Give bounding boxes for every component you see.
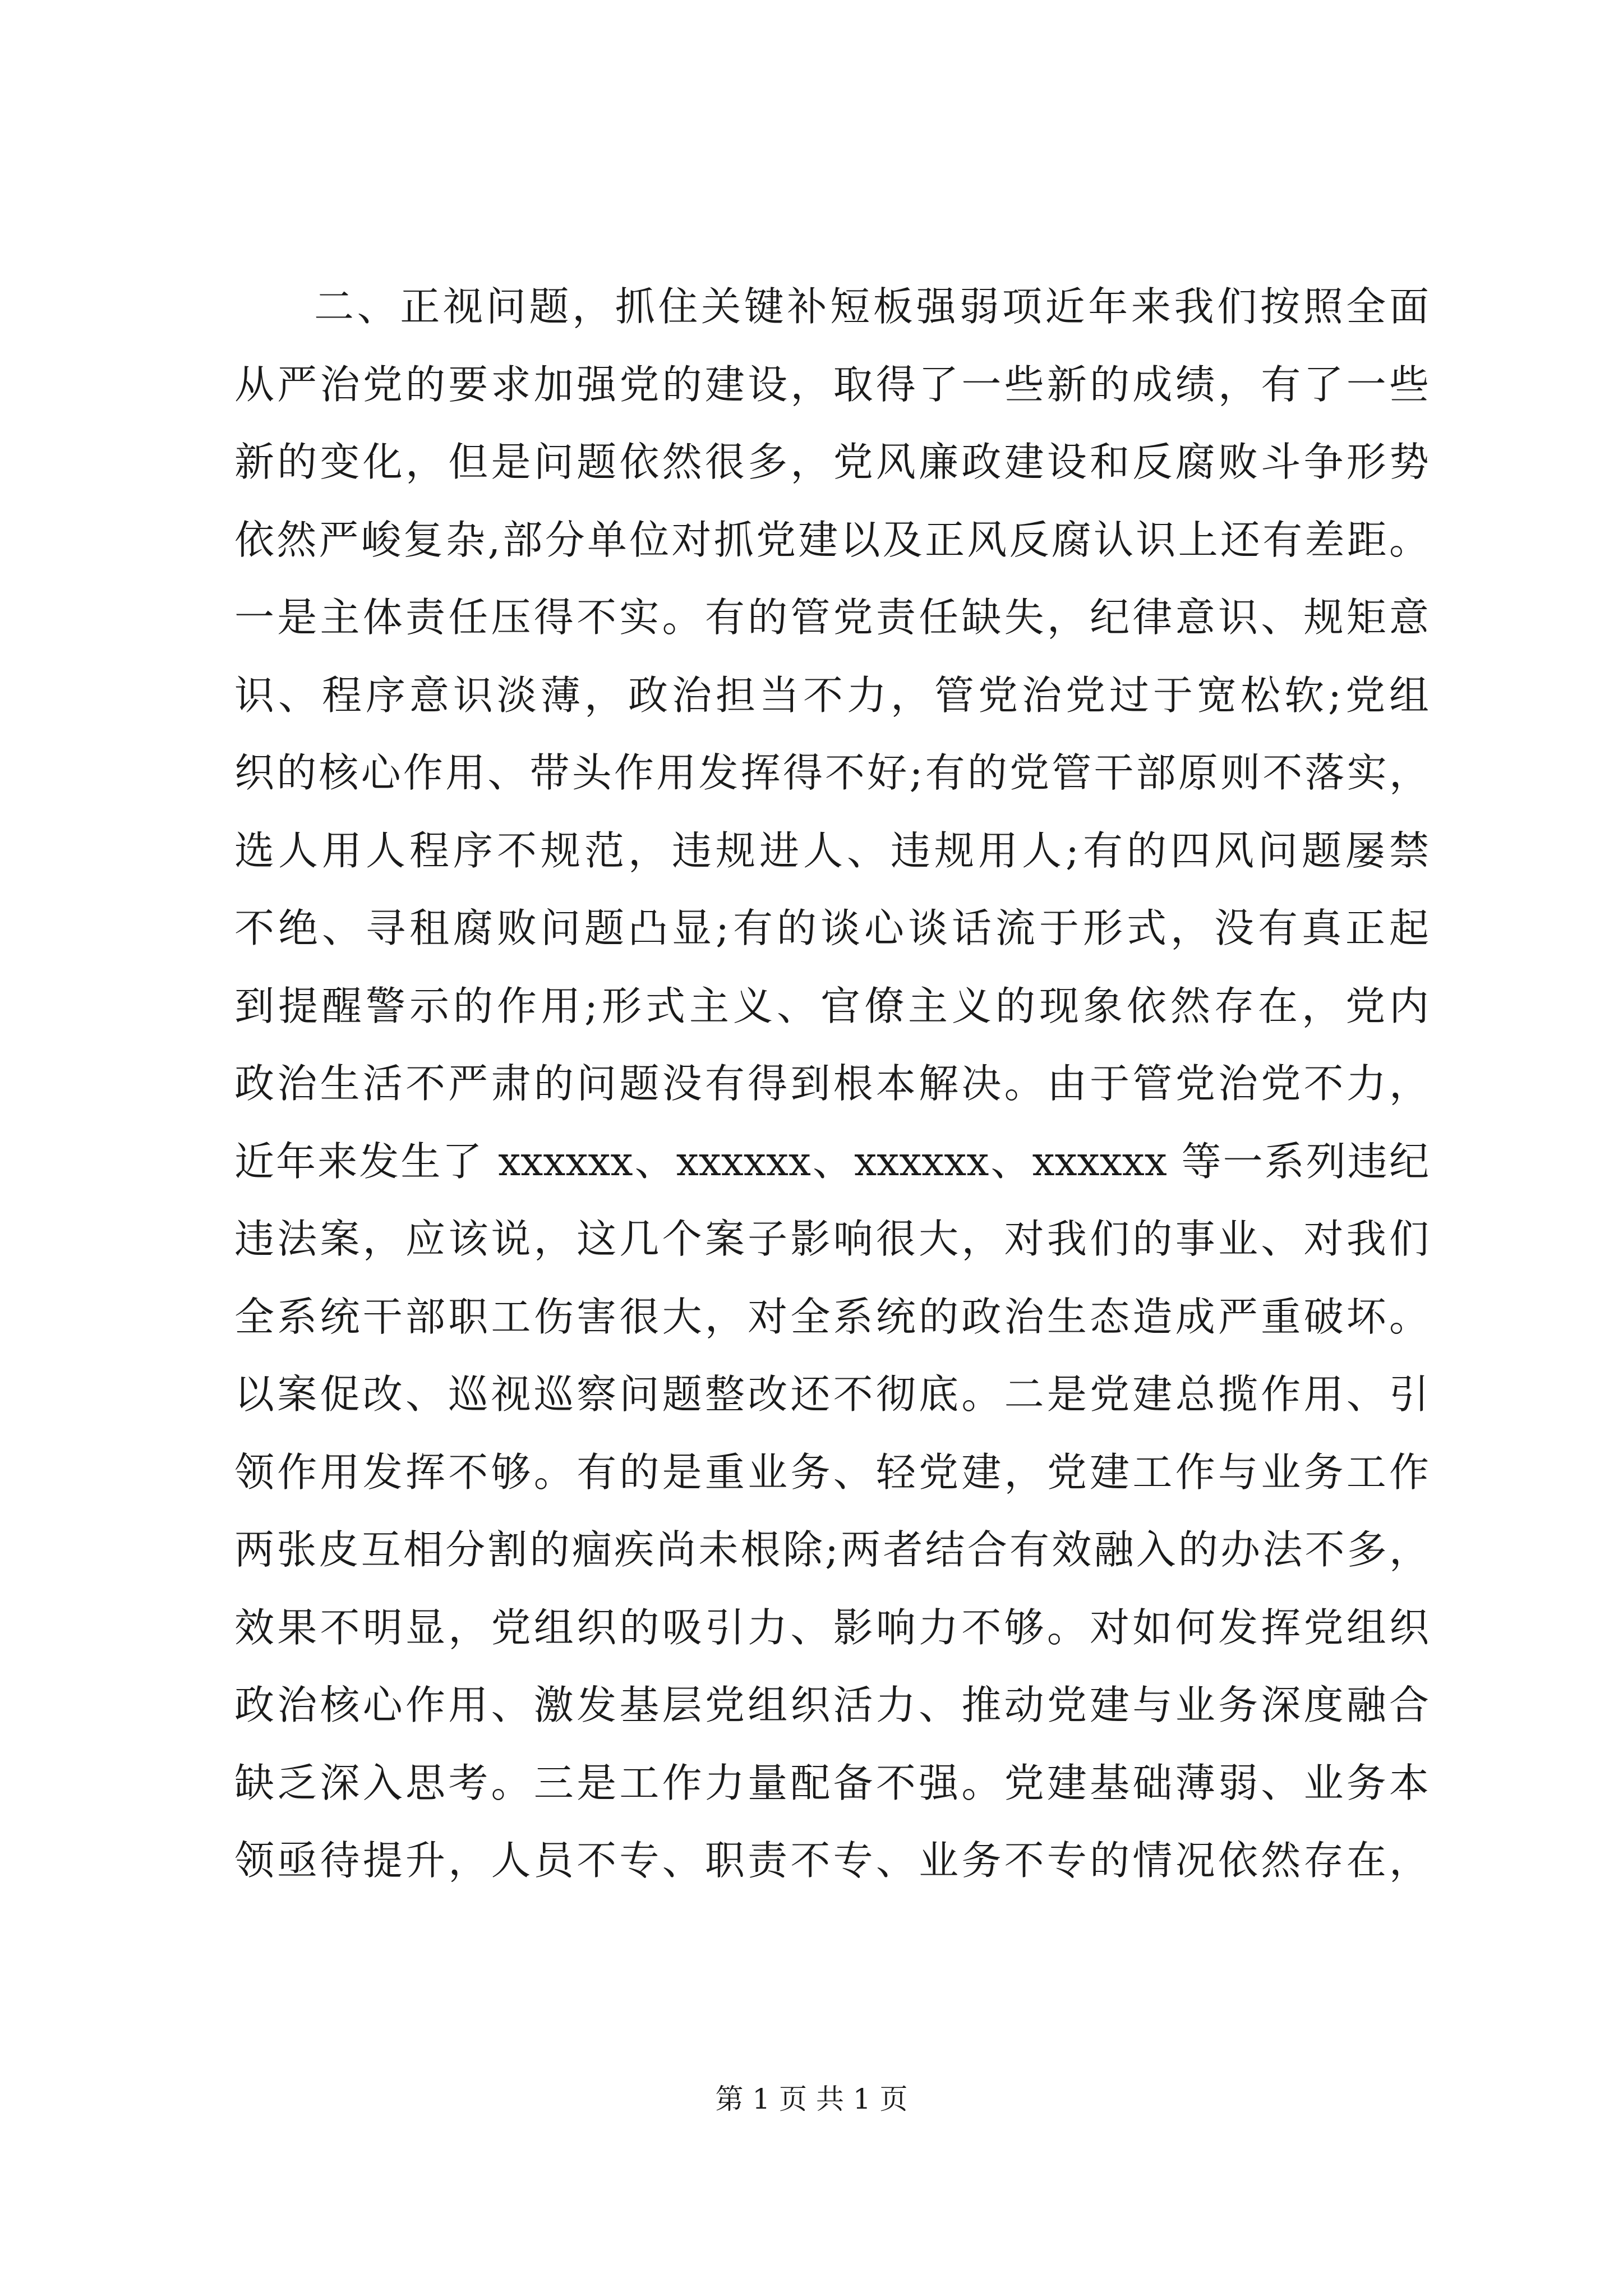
text-line: 政治核心作用、激发基层党组织活力、推动党建与业务深度融合 (234, 1682, 1429, 1728)
text-line: 不绝、寻租腐败问题凸显;有的谈心谈话流于形式，没有真正起 (234, 905, 1429, 951)
text-line: 到提醒警示的作用;形式主义、官僚主义的现象依然存在，党内 (234, 982, 1429, 1029)
text-line: 近年来发生了 xxxxxx、xxxxxx、xxxxxx、xxxxxx 等一系列违纪 (234, 1138, 1429, 1185)
text-line: 从严治党的要求加强党的建设，取得了一些新的成绩，有了一些 (234, 361, 1429, 408)
text-line: 一是主体责任压得不实。有的管党责任缺失，纪律意识、规矩意 (234, 594, 1429, 641)
text-line: 识、程序意识淡薄，政治担当不力，管党治党过于宽松软;党组 (234, 671, 1429, 719)
text-line: 效果不明显，党组织的吸引力、影响力不够。对如何发挥党组织 (234, 1604, 1429, 1651)
text-line: 二、正视问题，抓住关键补短板强弱项近年来我们按照全面 (314, 283, 1429, 330)
text-line: 领作用发挥不够。有的是重业务、轻党建，党建工作与业务工作 (234, 1448, 1429, 1496)
text-line: 依然严峻复杂,部分单位对抓党建以及正风反腐认识上还有差距。 (234, 516, 1429, 563)
text-line: 政治生活不严肃的问题没有得到根本解决。由于管党治党不力， (234, 1060, 1429, 1107)
text-line: 织的核心作用、带头作用发挥得不好;有的党管干部原则不落实， (234, 749, 1429, 796)
text-line: 选人用人程序不规范，违规进人、违规用人;有的四风问题屡禁 (234, 827, 1429, 874)
page-footer: 第 1 页 共 1 页 (715, 2083, 908, 2115)
text-line: 新的变化，但是问题依然很多，党风廉政建设和反腐败斗争形势 (234, 439, 1429, 485)
text-line: 两张皮互相分割的痼疾尚未根除;两者结合有效融入的办法不多， (234, 1526, 1429, 1573)
text-line: 领亟待提升，人员不专、职责不专、业务不专的情况依然存在， (234, 1837, 1429, 1884)
text-line: 全系统干部职工伤害很大，对全系统的政治生态造成严重破坏。 (234, 1293, 1429, 1340)
text-line: 违法案，应该说，这几个案子影响很大，对我们的事业、对我们 (234, 1216, 1429, 1262)
text-line: 以案促改、巡视巡察问题整改还不彻底。二是党建总揽作用、引 (234, 1371, 1429, 1418)
text-line: 缺乏深入思考。三是工作力量配备不强。党建基础薄弱、业务本 (234, 1759, 1429, 1806)
body-text (234, 268, 1429, 1900)
